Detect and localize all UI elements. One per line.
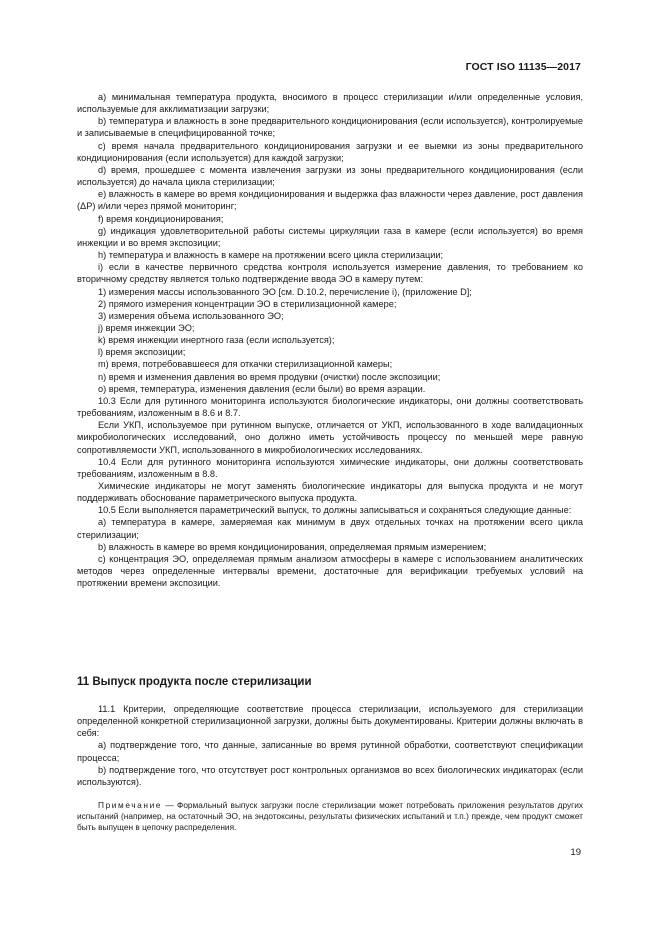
paragraph: i) если в качестве первичного средства контроля используется измерение давления, то требованием ко вторичному средству является только подтверждение ввода ЭО в камеру путем: xyxy=(77,262,583,285)
body-text xyxy=(77,91,583,589)
note-label: Примечание xyxy=(98,800,163,810)
note-paragraph xyxy=(77,800,583,833)
paragraph: k) время инжекции инертного газа (если используется); xyxy=(98,335,335,346)
paragraph: m) время, потребовавшееся для откачки стерилизационной камеры; xyxy=(98,359,393,370)
paragraph: a) подтверждение того, что данные, записанные во время рутинной обработки, соответствуют спецификации процесса; xyxy=(77,740,583,763)
note-text: — Формальный выпуск загрузки после стерилизации может потребовать приложения результатов других испытаний (например, на остаточный ЭО, на эндотоксины, результаты физических испытаний и т.п.) прежде, чем продукт сможет быть выпущен в цепочку распределения. xyxy=(77,800,583,832)
standard-header: ГОСТ ISO 11135—2017 xyxy=(465,61,581,73)
paragraph: c) концентрация ЭО, определяемая прямым анализом атмосферы в камере с использованием аналитических методов через определенные интервалы времени, достаточные для верификации требуемых условий на протяжении времени экспозиции. xyxy=(77,553,583,589)
paragraph: b) температура и влажность в зоне предварительного кондиционирования (если используется), контролируемые и записываемые в специфицированной точке; xyxy=(77,116,583,139)
paragraph: o) время, температура, изменения давления (если были) во время аэрации. xyxy=(98,383,426,394)
paragraph: e) влажность в камере во время кондиционирования и выдержка фаз влажности через давление, рост давления (ΔP) и/или через прямой мониторинг; xyxy=(77,189,583,212)
paragraph: b) влажность в камере во время кондиционирования, определяемая прямым измерением; xyxy=(98,541,487,552)
paragraph: j) время инжекции ЭО; xyxy=(98,322,195,333)
note xyxy=(77,800,583,833)
paragraph: d) время, прошедшее с момента извлечения загрузки из зоны предварительного кондиционирования (если используется) до начала цикла стерилизации; xyxy=(77,164,583,188)
paragraph: а) минимальная температура продукта, вносимого в процесс стерилизации и/или определенные условия, используемые для акклиматизации загрузки; xyxy=(77,92,583,115)
paragraph: f) время кондиционирования; xyxy=(98,213,224,224)
paragraph: 3) измерения объема использованного ЭО; xyxy=(98,310,284,321)
paragraph: c) время начала предварительного кондиционирования загрузки и ее выемки из зоны предварительного кондиционирования (если используется) для каждой загрузки; xyxy=(77,140,583,163)
paragraph: h) температура и влажность в камере на протяжении всего цикла стерилизации; xyxy=(98,250,444,261)
paragraph: n) время и изменения давления во время продувки (очистки) после экспозиции; xyxy=(98,371,441,382)
paragraph: 11.1 Критерии, определяющие соответствие процесса стерилизации, используемого для стерилизации определенной конкретной стерилизационной загрузки, должны быть документированы. Критерии должны включать в себя: xyxy=(77,704,583,739)
paragraph: 1) измерения массы использованного ЭО [см. D.10.2, перечисление i), (приложение D]; xyxy=(98,286,472,297)
paragraph: 2) прямого измерения концентрации ЭО в стерилизационной камере; xyxy=(98,298,397,309)
paragraph: Если УКП, используемое при рутинном выпуске, отличается от УКП, использованного в ходе валидационных микробиологических исследований, оно должно иметь устойчивость процессу по меньшей мере равную сопротивляемости УКП, использованного в микробиологических исследованиях. xyxy=(77,420,583,455)
paragraph: a) температура в камере, замеряемая как минимум в двух отдельных точках на протяжении всего цикла стерилизации; xyxy=(77,517,583,540)
paragraph: Химические индикаторы не могут заменять биологические индикаторы для выпуска продукта и не могут поддерживать обоснование параметрического выпуска продукта. xyxy=(77,481,583,504)
paragraph: 10.4 Если для рутинного мониторинга используются химические индикаторы, они должны соответствовать требованиям, изложенным в 8.8. xyxy=(77,456,583,479)
paragraph: b) подтверждение того, что отсутствует рост контрольных организмов во всех биологических индикаторах (если используются). xyxy=(77,764,583,787)
page-number: 19 xyxy=(570,847,581,858)
section-heading: 11 Выпуск продукта после стерилизации xyxy=(77,676,312,688)
section-text xyxy=(77,703,583,788)
paragraph: l) время экспозиции; xyxy=(98,347,186,358)
paragraph: 10.5 Если выполняется параметрический выпуск, то должны записываться и сохраняться следующие данные: xyxy=(98,505,572,516)
paragraph: g) индикация удовлетворительной работы системы циркуляции газа в камере (если используется) во время инжекции и во время экспозиции; xyxy=(77,225,583,248)
paragraph: 10.3 Если для рутинного мониторинга используются биологические индикаторы, они должны соответствовать требованиям, изложенным в 8.6 и 8.7. xyxy=(77,395,583,419)
